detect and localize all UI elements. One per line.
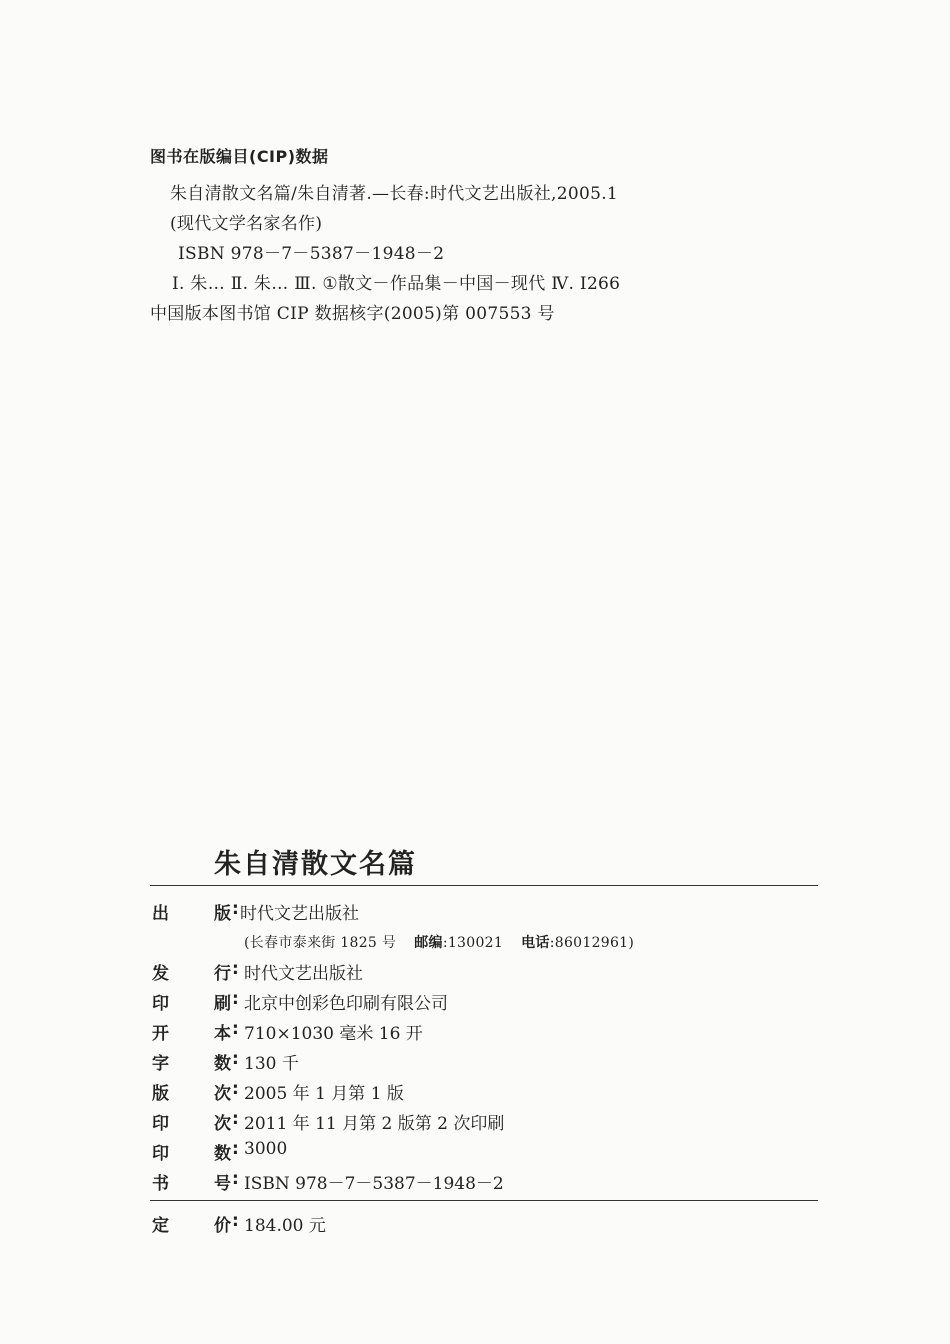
colophon-value: 时代文艺出版社 <box>244 964 363 984</box>
cip-title-line: 朱自清散文名篇/朱自清著.—长春:时代文艺出版社,2005.1 <box>170 184 619 204</box>
colophon-row-printing <box>0 1109 950 1135</box>
colophon-separator: : <box>232 959 239 979</box>
colophon-row-isbn <box>0 1169 950 1195</box>
colophon-key-1: 定 <box>152 1216 169 1236</box>
phone-label: 电话 <box>521 935 550 951</box>
colophon-key-2: 数 <box>214 1054 231 1074</box>
colophon-separator: : <box>232 1169 239 1189</box>
colophon-value: 2005 年 1 月第 1 版 <box>244 1084 404 1104</box>
colophon-key-1: 印 <box>152 994 169 1014</box>
colophon-separator: : <box>232 899 239 919</box>
colophon-value: 130 千 <box>244 1054 299 1074</box>
colophon-separator: : <box>232 1139 239 1159</box>
colophon-key-2: 次 <box>214 1084 231 1104</box>
colophon-key-2: 刷 <box>214 994 231 1014</box>
colophon-key-2: 本 <box>214 1024 231 1044</box>
cip-heading: 图书在版编目(CIP)数据 <box>150 147 329 166</box>
colophon-row-publisher <box>0 899 950 925</box>
colophon-key-1: 字 <box>152 1054 169 1074</box>
colophon-key-2: 版 <box>214 904 231 924</box>
book-title: 朱自清散文名篇 <box>214 849 417 880</box>
colophon-key-1: 印 <box>152 1114 169 1134</box>
colophon-key-1: 书 <box>152 1174 169 1194</box>
colophon-value: 710×1030 毫米 16 开 <box>244 1024 423 1044</box>
colophon-separator: : <box>232 989 239 1009</box>
colophon-key-1: 发 <box>152 964 169 984</box>
publisher-address: (长春市泰来街 1825 号 邮编:130021 电话:86012961) <box>244 935 635 951</box>
colophon-key-2: 号 <box>214 1174 231 1194</box>
colophon-key-1: 开 <box>152 1024 169 1044</box>
colophon-row-word-count <box>0 1049 950 1075</box>
colophon-key-2: 价 <box>214 1216 231 1236</box>
colophon-separator: : <box>232 1079 239 1099</box>
colophon-separator: : <box>232 1019 239 1039</box>
colophon-row-price <box>0 1211 950 1237</box>
postcode-label: 邮编 <box>414 935 443 951</box>
colophon-value: 2011 年 11 月第 2 版第 2 次印刷 <box>244 1114 505 1134</box>
address-street: (长春市泰来街 1825 号 <box>244 935 397 951</box>
colophon-row-print-run <box>0 1139 950 1165</box>
colophon-separator: : <box>232 1109 239 1129</box>
colophon-row-printer <box>0 989 950 1015</box>
cip-isbn-line: ISBN 978－7－5387－1948－2 <box>178 244 445 264</box>
bottom-divider <box>150 1200 818 1201</box>
colophon-key-1: 出 <box>152 904 169 924</box>
colophon-value: 3000 <box>244 1139 288 1159</box>
colophon-value: 184.00 元 <box>244 1216 326 1236</box>
top-divider <box>150 885 818 886</box>
cip-record-number-line: 中国版本图书馆 CIP 数据核字(2005)第 007553 号 <box>150 304 555 324</box>
postcode-value: 130021 <box>447 935 504 951</box>
colophon-key-1: 印 <box>152 1144 169 1164</box>
colophon-value: 时代文艺出版社 <box>240 904 359 924</box>
colophon-key-2: 行 <box>214 964 231 984</box>
colophon-key-1: 版 <box>152 1084 169 1104</box>
colophon-separator: : <box>232 1211 239 1231</box>
colophon-value: ISBN 978－7－5387－1948－2 <box>244 1174 504 1194</box>
cip-series-line: (现代文学名家名作) <box>170 214 323 234</box>
colophon-separator: : <box>232 1049 239 1069</box>
phone-value: 86012961) <box>554 935 635 951</box>
colophon-key-2: 数 <box>214 1144 231 1164</box>
colophon-row-distributor <box>0 959 950 985</box>
colophon-value: 北京中创彩色印刷有限公司 <box>244 994 448 1014</box>
cip-classification-line: Ⅰ. 朱… Ⅱ. 朱… Ⅲ. ①散文－作品集－中国－现代 Ⅳ. I266 <box>172 274 621 294</box>
colophon-row-format <box>0 1019 950 1045</box>
colophon-key-2: 次 <box>214 1114 231 1134</box>
colophon-row-edition <box>0 1079 950 1105</box>
